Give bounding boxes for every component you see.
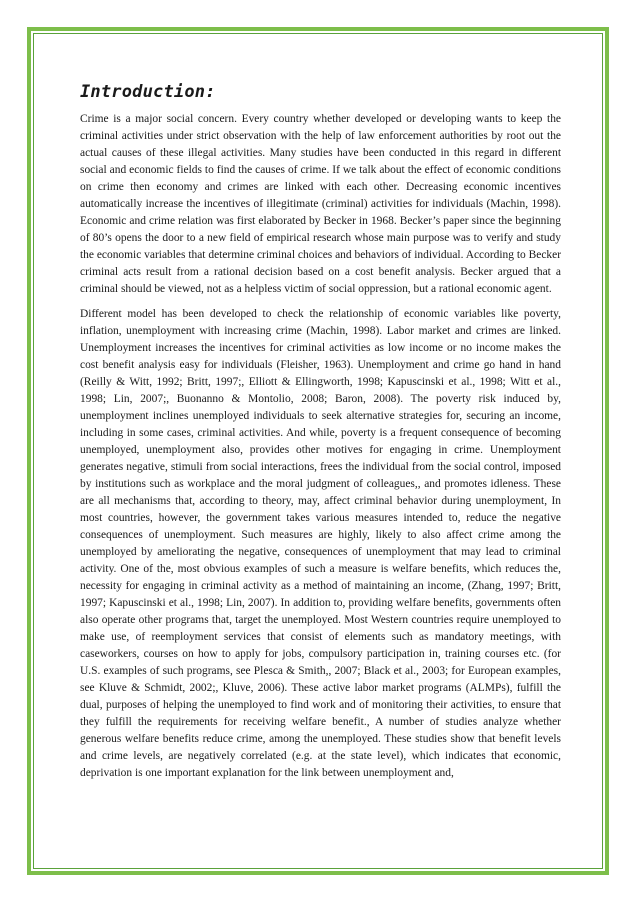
paragraph-2: Different model has been developed to check the relationship of economic variables like poverty, inflation, unemployment with increasing crime (Machin, 1998). Labor market and crimes are linked. Unemployment increases the incentives for criminal activities as low income or no income makes the cost benefit analysis easy for individuals (Fleisher, 1963). Unemployment and crime go hand in hand (Reilly & Witt, 1992; Britt, 1997;, Elliott & Ellingworth, 1998; Kapuscinski et al., 1998; Witt et al., 1998; Lin, 2007;, Buonanno & Montolio, 2008; Baron, 2008). The poverty risk induced by, unemployment inclines unemployed individuals to seek alternative strategies for, securing an income, including in some cases, criminal activities. And while, poverty is a frequent consequence of becoming unemployed, unemployment also, provides other motives for engaging in crime. Unemployment generates negative, stimuli from social interactions, frees the individual from the social control, imposed by institutions such as workplace and the moral judgment of colleagues,, and promotes idleness. These are all mechanisms that, according to theory, may, affect criminal behavior during unemployment, In most countries, however, the government takes various measures intended to, reduce the negative consequences of unemployment. Such measures are highly, likely to also affect crime among the unemployed by ameliorating the negative, consequences of unemployment that may lead to criminal activity. One of the, most obvious examples of such a measure is welfare benefits, which reduces the, necessity for engaging in criminal activity as a method of maintaining an income, (Zhang, 1997; Britt, 1997; Kapuscinski et al., 1998; Lin, 2007). In addition to, providing welfare benefits, governments often also operate other programs that, target the unemployed. Most Western countries require unemployed to make use, of reemployment services that consist of elements such as mandatory meetings, with caseworkers, courses on how to apply for jobs, compulsory participation in, training courses etc. (for U.S. examples of such programs, see Plesca & Smith,, 2007; Black et al., 2003; for European examples, see Kluve & Schmidt, 2002;, Kluve, 2006). These active labor market programs (ALMPs), fulfill the dual, purposes of helping the unemployed to find work and of monitoring their activities, to ensure that they fulfill the requirements for receiving welfare benefit., A number of studies analyze whether generous welfare benefits reduce crime, among the unemployed. These studies show that benefit levels and crime levels, are negatively correlated (e.g. at the state level), which indicates that economic, deprivation is one important explanation for the link between unemployment and, [80, 308, 561, 779]
section-heading: Introduction: [80, 82, 216, 102]
paragraph-1: Crime is a major social concern. Every country whether developed or developing wants to keep the criminal activities under strict observation with the help of law enforcement authorities by root out the actual causes of these illegal activities. Many studies have been conducted in this regard in different social and economic fields to find the causes of crime. If we talk about the effect of economic conditions on crime then economy and crimes are linked with each other. Decreasing economic incentives automatically increase the incentives of illegitimate (criminal) activities for individuals (Machin, 1998). Economic and crime relation was first elaborated by Becker in 1968. Becker’s paper since the beginning of 80’s opens the door to a new field of empirical research whose main purpose was to verify and study the economic variables that determine criminal choices and behaviors of individual. According to Becker criminal acts result from a rational decision based on a cost benefit analysis. Becker argued that a criminal should be viewed, not as a helpless victim of social oppression, but a rational economic agent. [80, 113, 561, 295]
document-body [80, 82, 561, 782]
